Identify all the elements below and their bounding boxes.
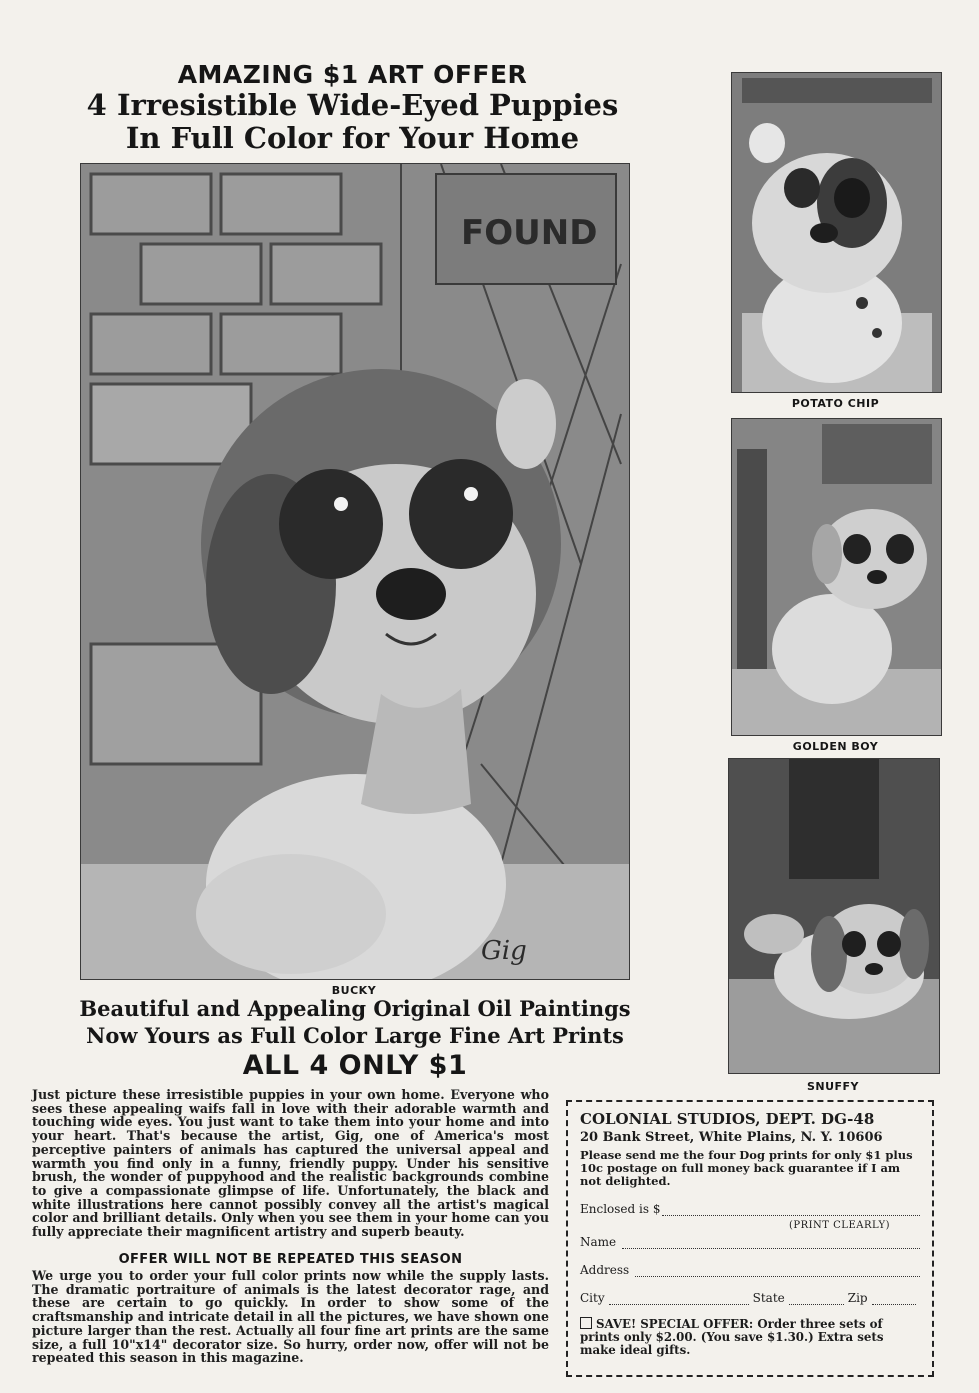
puppy-illustration-golden-boy [732,419,941,735]
body-paragraph-intro: Just picture these irresistible puppies in your own home. Everyone who sees these appealing waifs fall in love with their adorable warmth and touching wide eyes. You just want to take them into your home and into your heart. That's because the artist, Gig, one of America's most perceptive painters of animals has captured the universal appeal and warmth you find only in a funny, friendly puppy. Under his sensitive brush, the wonder of puppyhood and the realistic backgrounds combine to give a compassionate glimpse of life. Unfortunately, the black and white illustrations here cannot possibly convey all the artist's magical color and brilliant details. Only when you see them in your home can you fully appreciate their magnificent artistry and superb beauty. [32,1087,549,1240]
tagline-original-paintings: Beautiful and Appealing Original Oil Paintings [79,996,631,1021]
coupon-enclosed-field[interactable] [580,1202,920,1216]
headline-puppies: 4 Irresistible Wide-Eyed Puppies [86,88,619,122]
state-input-line[interactable] [789,1293,844,1305]
order-coupon [566,1100,934,1377]
zip-label: Zip [847,1291,868,1305]
name-input-line[interactable] [622,1237,920,1249]
svg-text:Gig: Gig [481,936,527,966]
city-input-line[interactable] [609,1293,749,1305]
name-label: Name [580,1235,617,1249]
headline-full-color: In Full Color for Your Home [125,121,580,155]
body-paragraph-urge: We urge you to order your full color prints now while the supply lasts. The dramatic portraiture of animals is the latest decorator rage, and these are certain to go quickly. In order to show some of the craftsmanship and intricate detail in all the pictures, we have shown one picture larger than the rest. Actually all four fine art prints are the same size, a full 10"x14" decorator size. So hurry, order now, offer will not be repeated this season in this magazine. [32,1268,549,1366]
coupon-instructions: Please send me the four Dog prints for only $1 plus 10c postage on full money back guarantee if I am not delighted. [580,1148,913,1188]
puppy-illustration-potato-chip [732,73,941,392]
painting-golden-boy [731,418,942,736]
caption-snuffy: SNUFFY [806,1080,860,1093]
caption-potato-chip: POTATO CHIP [791,397,880,410]
special-offer-title: SAVE! SPECIAL OFFER: [596,1317,754,1331]
price-banner: ALL 4 ONLY $1 [242,1050,468,1081]
coupon-city-state-zip-row [580,1291,920,1305]
coupon-company: COLONIAL STUDIOS, DEPT. DG-48 [580,1110,875,1128]
state-label: State [752,1291,785,1305]
headline-offer: AMAZING $1 ART OFFER [177,60,528,89]
coupon-address-field[interactable] [580,1263,920,1277]
address-input-line[interactable] [635,1265,920,1277]
caption-bucky: BUCKY [331,984,377,997]
puppy-illustration-snuffy [729,759,939,1073]
city-label: City [580,1291,605,1305]
coupon-address: 20 Bank Street, White Plains, N. Y. 10606 [580,1130,883,1145]
tagline-fine-art-prints: Now Yours as Full Color Large Fine Art Prints [86,1023,624,1048]
puppy-illustration-bucky [81,164,629,979]
coupon-name-field[interactable] [580,1235,920,1249]
subhead-offer-not-repeated: OFFER WILL NOT BE REPEATED THIS SEASON [118,1252,463,1267]
special-offer [580,1317,920,1357]
enclosed-label: Enclosed is $ [580,1202,661,1216]
zip-input-line[interactable] [872,1293,916,1305]
painting-bucky [80,163,630,980]
enclosed-input-line[interactable] [662,1204,920,1216]
special-offer-text: Order three sets of prints only $2.00. (You save $1.30.) Extra sets make ideal gifts. [580,1317,884,1357]
painting-snuffy [728,758,940,1074]
caption-golden-boy: GOLDEN BOY [792,740,879,753]
painting-potato-chip [731,72,942,393]
special-offer-checkbox[interactable] [580,1317,592,1329]
print-clearly-note: (PRINT CLEARLY) [788,1220,890,1231]
address-label: Address [580,1263,630,1277]
sign-found-text: FOUND [461,213,598,253]
